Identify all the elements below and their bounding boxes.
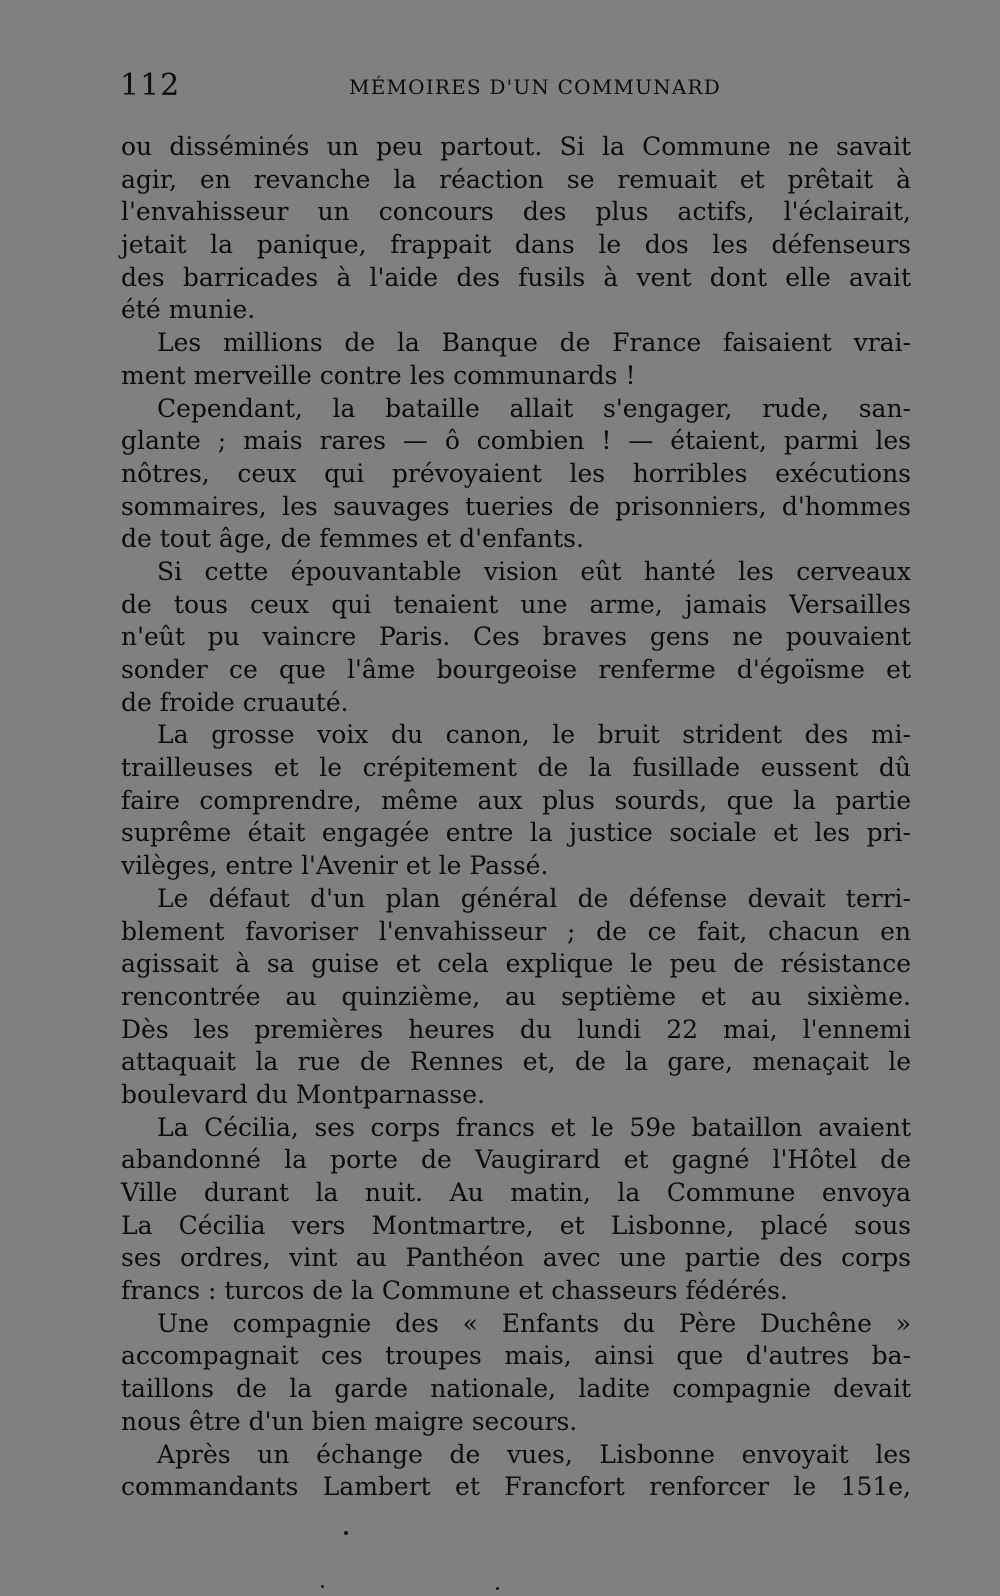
text-line: n'eût pu vaincre Paris. Ces braves gens ne pouvaient bbox=[121, 622, 911, 652]
text-line: de froide cruauté. bbox=[121, 687, 349, 717]
text-line: accompagnait ces troupes mais, ainsi que d'autres ba- bbox=[121, 1341, 911, 1371]
text-line: La Cécilia vers Montmartre, et Lisbonne, placé sous bbox=[121, 1210, 911, 1240]
running-title: MÉMOIRES D'UN COMMUNARD bbox=[349, 75, 721, 99]
text-line: boulevard du Montparnasse. bbox=[121, 1079, 485, 1109]
text-line: agir, en revanche la réaction se remuait et prêtait à bbox=[121, 164, 911, 194]
text-line: rencontrée au quinzième, au septième et au sixième. bbox=[121, 981, 911, 1011]
scan-speck bbox=[344, 1531, 348, 1535]
text-line: Après un échange de vues, Lisbonne envoyait les bbox=[157, 1439, 911, 1469]
text-line: taillons de la garde nationale, ladite compagnie devait bbox=[121, 1374, 911, 1404]
text-line: La grosse voix du canon, le bruit strident des mi- bbox=[157, 720, 911, 750]
text-line: glante ; mais rares — ô combien ! — étaient, parmi les bbox=[121, 426, 911, 456]
text-line: trailleuses et le crépitement de la fusillade eussent dû bbox=[121, 753, 911, 783]
scan-speck bbox=[496, 1587, 499, 1590]
text-line: de tout âge, de femmes et d'enfants. bbox=[121, 524, 584, 554]
text-line: abandonné la porte de Vaugirard et gagné l'Hôtel de bbox=[121, 1145, 911, 1175]
text-line: suprême était engagée entre la justice sociale et les pri- bbox=[121, 818, 911, 848]
text-line: Ville durant la nuit. Au matin, la Commune envoya bbox=[121, 1178, 911, 1207]
page-header bbox=[120, 68, 910, 108]
page-number: 112 bbox=[120, 68, 181, 103]
text-line: blement favoriser l'envahisseur ; de ce fait, chacun en bbox=[121, 916, 911, 946]
text-line: Cependant, la bataille allait s'engager, rude, san- bbox=[157, 393, 911, 423]
text-line: Une compagnie des « Enfants du Père Duchêne » bbox=[157, 1308, 911, 1338]
body-text bbox=[121, 131, 911, 1504]
text-line: des barricades à l'aide des fusils à vent dont elle avait bbox=[121, 262, 911, 292]
text-line: sommaires, les sauvages tueries de prisonniers, d'hommes bbox=[121, 491, 911, 521]
text-line: l'envahisseur un concours des plus actifs, l'éclairait, bbox=[121, 197, 911, 227]
text-line: ses ordres, vint au Panthéon avec une partie des corps bbox=[121, 1243, 911, 1273]
text-line: nôtres, ceux qui prévoyaient les horribles exécutions bbox=[121, 458, 911, 488]
text-line: sonder ce que l'âme bourgeoise renferme d'égoïsme et bbox=[121, 655, 911, 684]
text-line: jetait la panique, frappait dans le dos les défenseurs bbox=[121, 230, 911, 260]
text-line: agissait à sa guise et cela explique le peu de résistance bbox=[121, 949, 911, 979]
text-line: Si cette épouvantable vision eût hanté les cerveaux bbox=[157, 556, 911, 586]
text-line: ment merveille contre les communards ! bbox=[121, 360, 636, 390]
text-line: commandants Lambert et Francfort renforcer le 151e, bbox=[121, 1472, 911, 1502]
text-line: vilèges, entre l'Avenir et le Passé. bbox=[121, 851, 549, 881]
text-line: francs : turcos de la Commune et chasseurs fédérés. bbox=[121, 1276, 788, 1306]
text-line: faire comprendre, même aux plus sourds, que la partie bbox=[121, 785, 911, 815]
text-line: attaquait la rue de Rennes et, de la gare, menaçait le bbox=[121, 1047, 911, 1077]
text-line: nous être d'un bien maigre secours. bbox=[121, 1406, 578, 1436]
text-line: Les millions de la Banque de France faisaient vrai- bbox=[157, 328, 911, 358]
text-line: Dès les premières heures du lundi 22 mai, l'ennemi bbox=[121, 1014, 911, 1044]
text-line: Le défaut d'un plan général de défense devait terri- bbox=[157, 883, 911, 913]
scan-speck bbox=[321, 1585, 324, 1588]
text-line: La Cécilia, ses corps francs et le 59e bataillon avaient bbox=[157, 1112, 911, 1142]
text-line: ou disséminés un peu partout. Si la Commune ne savait bbox=[121, 132, 911, 161]
text-line: de tous ceux qui tenaient une arme, jamais Versailles bbox=[121, 589, 911, 619]
text-line: été munie. bbox=[121, 295, 256, 325]
